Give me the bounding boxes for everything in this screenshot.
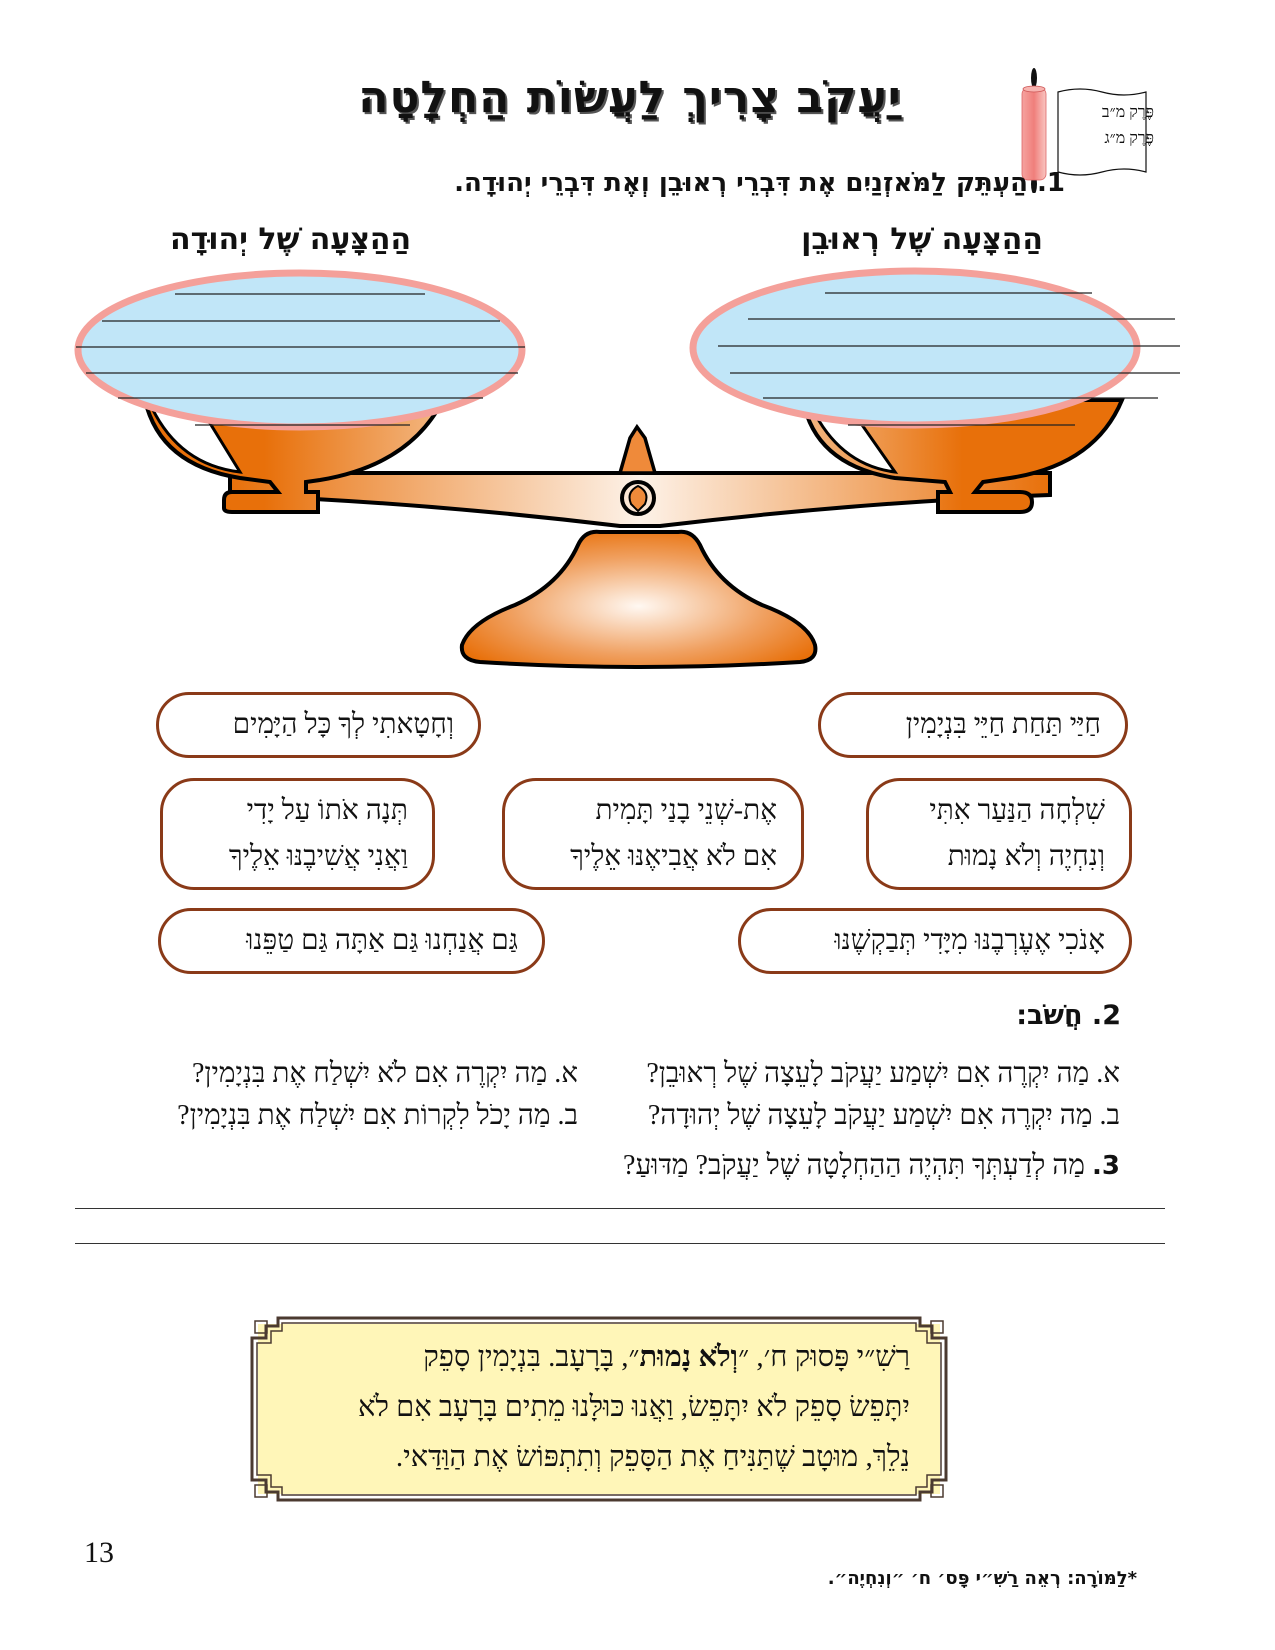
answer-line-1[interactable] — [75, 1208, 1165, 1209]
rashi-text — [290, 1332, 910, 1482]
balance-scale-illustration — [0, 260, 1275, 700]
exercise-1-text: הַעְתֵּק לַמֹּאזְנַיִם אֶת דִּבְרֵי רְאוּבֵן וְאֶת דִּבְרֵי יְהוּדָה. — [454, 168, 1028, 198]
rashi-prefix: רַשִׁ״י פָּסוּק ח׳, ״ — [738, 1341, 910, 1373]
phrase-card[interactable] — [160, 778, 435, 890]
rashi-bold-quote: וְלֹא נָמוּת — [639, 1341, 739, 1373]
exercise-3-text: מַה לְדַעְתְּךָ תִּהְיֶה הַהַחְלָטָה שֶׁל יַעֲקֹב? מַדּוּעַ? — [623, 1150, 1086, 1181]
phrase-card[interactable] — [158, 908, 545, 974]
phrase-card[interactable] — [502, 778, 804, 890]
scroll-line-2: פֶּרֶק מ״ג — [1104, 130, 1154, 147]
question-2-left-b: ב. מַה יָכֹל לִקְרוֹת אִם יִשְׁלַח אֶת בִּנְיָמִין? — [177, 1100, 578, 1131]
page-number: 13 — [84, 1536, 114, 1569]
scale-pointer — [620, 427, 655, 473]
exercise-1-instruction — [454, 168, 1065, 198]
answer-line-2[interactable] — [75, 1243, 1165, 1244]
phrase-card-line: חַיַּי תַּחַת חַיֵּי בִּנְיָמִין — [905, 709, 1101, 740]
exercise-2-heading: 2. חֲשֹׁב: — [1016, 1000, 1121, 1031]
rashi-line-1-rest: ״, בָּרָעָב. בִּנְיָמִין סָפֵק — [423, 1341, 640, 1373]
reuven-proposal-heading: הַהַצָּעָה שֶׁל רְאוּבֵן — [801, 222, 1043, 257]
rashi-line-2: יִתָּפֵשׂ סָפֵק לֹא יִתָּפֵשׂ, וַאֲנוּ כּוּלָּנוּ מֵתִים בָּרָעָב אִם לֹא — [357, 1391, 910, 1423]
rashi-line-1 — [290, 1332, 910, 1382]
reuven-writing-area-left[interactable] — [76, 273, 525, 427]
exercise-1-number: 1. — [1037, 168, 1065, 198]
teacher-footnote: *לַמּוֹרָה: רְאֵה רַשִׁ״י פָּס׳ ח׳ ״וְנִחְיֶה״. — [827, 1568, 1137, 1589]
phrase-card[interactable] — [156, 692, 481, 758]
scroll-line-1: פֶּרֶק מ״ב — [1101, 104, 1154, 121]
phrase-card-line: אִם לֹא אֲבִיאֶנּוּ אֵלֶיךָ — [570, 841, 777, 872]
question-2-left-a: א. מַה יִקְרֶה אִם לֹא יִשְׁלַח אֶת בִּנְיָמִין? — [191, 1058, 578, 1089]
phrase-card-line: גַּם אֲנַחְנוּ גַּם אַתָּה גַּם טַפֵּנוּ — [246, 925, 518, 956]
phrase-card-line: אֶת-שְׁנֵי בָנַי תָּמִית — [595, 795, 777, 826]
exercise-3-question — [623, 1150, 1120, 1182]
yehuda-proposal-heading: הַהַצָּעָה שֶׁל יְהוּדָה — [170, 222, 412, 257]
rashi-line-3: נֵלֵךְ, מוּטָב שֶׁתַּנִּיחַ אֶת הַסָּפֵק וְתִתְפּוֹשׂ אֶת הַוַּדַּאי. — [395, 1441, 910, 1473]
phrase-card-line: אָנֹכִי אֶעֶרְבֶנּוּ מִיָּדִי תְּבַקְשֶׁנּוּ — [834, 925, 1105, 956]
phrase-card-line: וְנִחְיֶה וְלֹא נָמוּת — [947, 841, 1105, 872]
phrase-card-line: תְּנָה אֹתוֹ עַל יָדִי — [246, 795, 408, 826]
phrase-card[interactable] — [738, 908, 1132, 974]
phrase-card-line: וְחָטָאתִי לְךָ כָּל הַיָּמִים — [232, 709, 454, 740]
phrase-card-line: שִׁלְחָה הַנַּעַר אִתִּי — [929, 795, 1105, 826]
page-title: יַעֲקֹב צָרִיךְ לַעֲשׂוֹת הַחְלָטָה — [358, 72, 902, 123]
question-2-right-b: ב. מַה יִקְרֶה אִם יִשְׁמַע יַעֲקֹב לָעֵצָה שֶׁל יְהוּדָה? — [647, 1100, 1120, 1131]
phrase-card[interactable] — [818, 692, 1128, 758]
phrase-card-line: וַאֲנִי אֲשִׁיבֶנּוּ אֵלֶיךָ — [228, 841, 408, 872]
scale-base — [462, 532, 816, 667]
question-2-right-a: א. מַה יִקְרֶה אִם יִשְׁמַע יַעֲקֹב לָעֵצָה שֶׁל רְאוּבֵן? — [646, 1058, 1120, 1089]
phrase-card[interactable] — [866, 778, 1132, 890]
exercise-3-number: 3. — [1092, 1151, 1120, 1181]
